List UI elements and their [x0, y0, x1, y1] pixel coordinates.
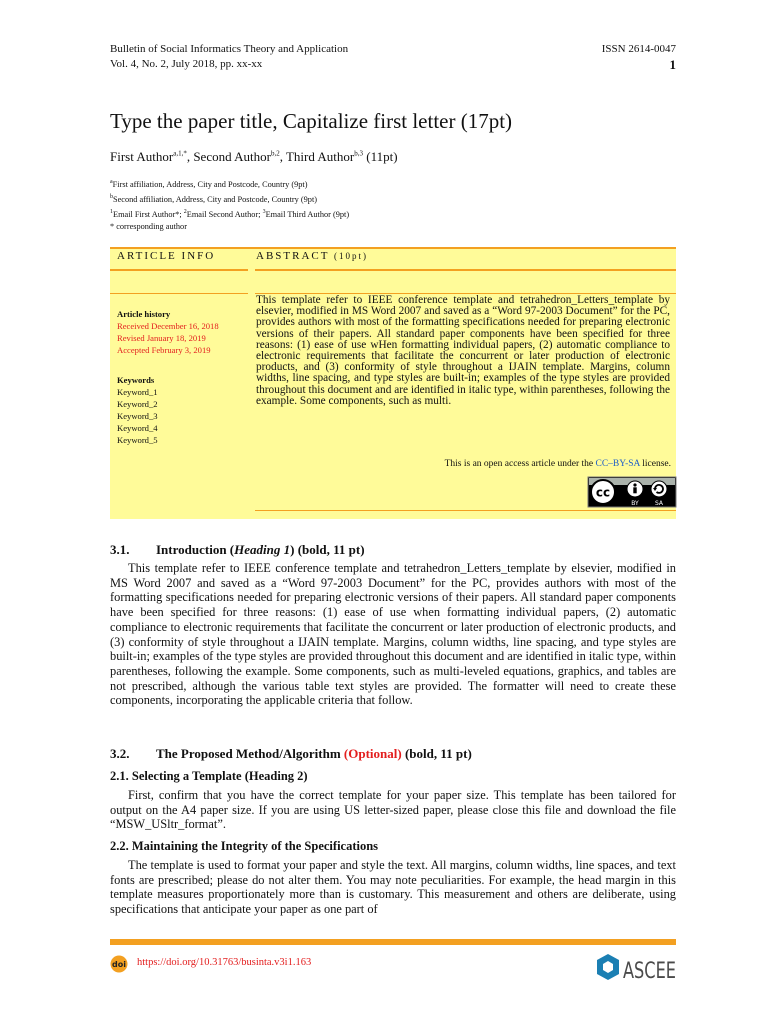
license-statement — [445, 459, 671, 469]
corresponding-note: * corresponding author — [110, 222, 187, 232]
cc-by-label: BY — [631, 500, 639, 507]
page-number: 1 — [669, 57, 676, 72]
email-sup: 1 — [110, 209, 113, 216]
info-sub-rule — [110, 293, 248, 294]
affiliation-line — [110, 191, 349, 206]
doi-icon — [110, 955, 130, 978]
abstract-head-rule — [255, 269, 676, 271]
subsection-heading-2-2: 2.2. Maintaining the Integrity of the Specifications — [110, 839, 379, 853]
keywords-label: Keywords — [117, 375, 155, 385]
email-text: Email First Author*; — [113, 209, 184, 219]
affil-sup: b — [110, 194, 113, 201]
keyword: Keyword_5 — [117, 435, 158, 445]
received-date: Received December 16, 2018 — [117, 321, 219, 331]
info-head-rule — [110, 269, 248, 271]
author-1: First Author — [110, 149, 174, 164]
section-heading-intro — [110, 542, 365, 558]
section-number: 3.2. — [110, 746, 130, 761]
section-number: 3.1. — [110, 542, 130, 557]
journal-name: Bulletin of Social Informatics Theory and Application — [110, 43, 349, 55]
affil-sup: a — [110, 179, 113, 185]
cc-by-sa-icon[interactable] — [588, 477, 676, 512]
intro-paragraph: This template refer to IEEE conference template and tetrahedron_Letters_template by elsevier, modified in MS Word 2007 and saved as a “Word 97-2003 Document” for the PC, provides authors with most of the formatting specifications needed for preparing electronic versions of their papers. All standard paper components have been specified for three reasons: (1) ease of use when formatting individual papers, (2) automatic compliance to electronic requirements that facilitate the concurrent or later production of electronic products, and (3) conformity of style throughout a IJAIN template. Margins, column widths, line spacing, and type styles are built-in; examples of the type styles are provided throughout this document and are identified in italic type, within parentheses, following the example. Some components, such as multi-leveled equations, graphics, and tables are not prescribed, although the various table text styles are provided. The formatter will need to create these components, incorporating the applicable criteria that follow. — [110, 561, 676, 708]
running-header-left — [110, 42, 348, 72]
keywords-block — [117, 374, 158, 446]
info-top-rule — [110, 247, 676, 249]
author-3: , Third Author — [279, 149, 355, 164]
author-3-sup: b,3 — [354, 149, 363, 158]
email-sup: 3 — [262, 209, 266, 216]
issn: ISSN 2614-0047 — [601, 43, 676, 55]
author-2-sup: b,2 — [270, 149, 280, 158]
abstract-heading-text: ABSTRACT — [256, 250, 330, 262]
section-title: The Proposed Method/Algorithm — [156, 746, 344, 761]
email-sup: 2 — [183, 209, 187, 216]
optional-tag: (Optional) — [343, 746, 402, 761]
accepted-date: Accepted February 3, 2019 — [117, 345, 211, 355]
doi-badge-text: doi — [112, 960, 126, 969]
keyword: Keyword_3 — [117, 411, 158, 421]
license-text: This is an open access article under the — [444, 459, 596, 469]
keyword: Keyword_4 — [117, 423, 158, 433]
affiliations — [110, 176, 349, 233]
author-list — [110, 149, 398, 165]
article-history — [117, 308, 219, 356]
license-text-end: license. — [639, 459, 671, 469]
history-label: Article history — [117, 309, 171, 319]
section-title: Introduction ( — [156, 542, 235, 557]
section-title-tail: ) (bold, 11 pt) — [290, 542, 365, 557]
footer-rule — [110, 939, 676, 945]
svg-text:cc: cc — [595, 485, 611, 500]
subsection-heading-2-1: 2.1. Selecting a Template (Heading 2) — [110, 769, 308, 783]
volume-info: Vol. 4, No. 2, July 2018, pp. xx-xx — [110, 58, 263, 70]
subsection-2-2-paragraph: The template is used to format your paper and style the text. All margins, column widths, line spaces, and text fonts are prescribed; please do not alter them. You may note peculiarities. For example, the head margin in this template measures proportionately more than is customary. This measurement and others are deliberate, using specifications that anticipate your paper as one part of — [110, 858, 676, 917]
keyword: Keyword_2 — [117, 399, 158, 409]
revised-date: Revised January 18, 2019 — [117, 333, 206, 343]
keyword: Keyword_1 — [117, 387, 158, 397]
abstract-heading — [256, 250, 368, 262]
paper-title: Type the paper title, Capitalize first letter (17pt) — [110, 109, 513, 133]
abstract-heading-note: (10pt) — [334, 251, 369, 261]
doi-link[interactable]: https://doi.org/10.31763/businta.v3i1.163 — [137, 957, 312, 968]
running-header-right — [602, 42, 676, 72]
abstract-text: This template refer to IEEE conference template and tetrahedron_Letters_template by elsevier, modified in MS Word 2007 and saved as a “Word 97-2003 Document” for the PC, provides authors with most of the formatting specifications needed for preparing electronic versions of their papers. All standard paper components have been specified for three reasons: (1) ease of use wHen formatting individual papers, (2) automatic compliance to electronic requirements that facilitate the concurrent or later production of electronic products, and (3) conformity of style throughout a IJAIN template. Margins, column widths, line spacing, and type styles are built-in; examples of the type styles are provided throughout this document and are identified in italic type, within parentheses, following the example. Some components, such as multi. — [256, 294, 670, 407]
email-text: Email Third Author (9pt) — [265, 209, 350, 219]
license-link[interactable]: CC–BY-SA — [595, 459, 640, 469]
email-text: Email Second Author; — [186, 209, 263, 219]
publisher-logo — [596, 952, 678, 991]
article-info-heading: ARTICLE INFO — [117, 250, 216, 262]
author-1-sup: a,1,* — [173, 149, 187, 158]
author-suffix: (11pt) — [362, 149, 398, 164]
affil-text: Second affiliation, Address, City and Postcode, Country (9pt) — [113, 194, 318, 204]
affil-text: First affiliation, Address, City and Postcode, Country (9pt) — [112, 179, 308, 189]
author-2: , Second Author — [186, 149, 271, 164]
subsection-2-1-paragraph: First, confirm that you have the correct template for your paper size. This template has been tailored for output on the A4 paper size. If you are using US letter-sized paper, please close this file and download the file “MSW_USltr_format”. — [110, 788, 676, 832]
cc-sa-label: SA — [654, 500, 664, 507]
email-line — [110, 206, 349, 221]
section-title-tail: (bold, 11 pt) — [401, 746, 472, 761]
publisher-logo-text: ASCEE — [623, 959, 676, 984]
section-heading-method — [110, 746, 472, 762]
section-title-italic: Heading 1 — [234, 542, 291, 557]
affiliation-line — [110, 176, 349, 191]
